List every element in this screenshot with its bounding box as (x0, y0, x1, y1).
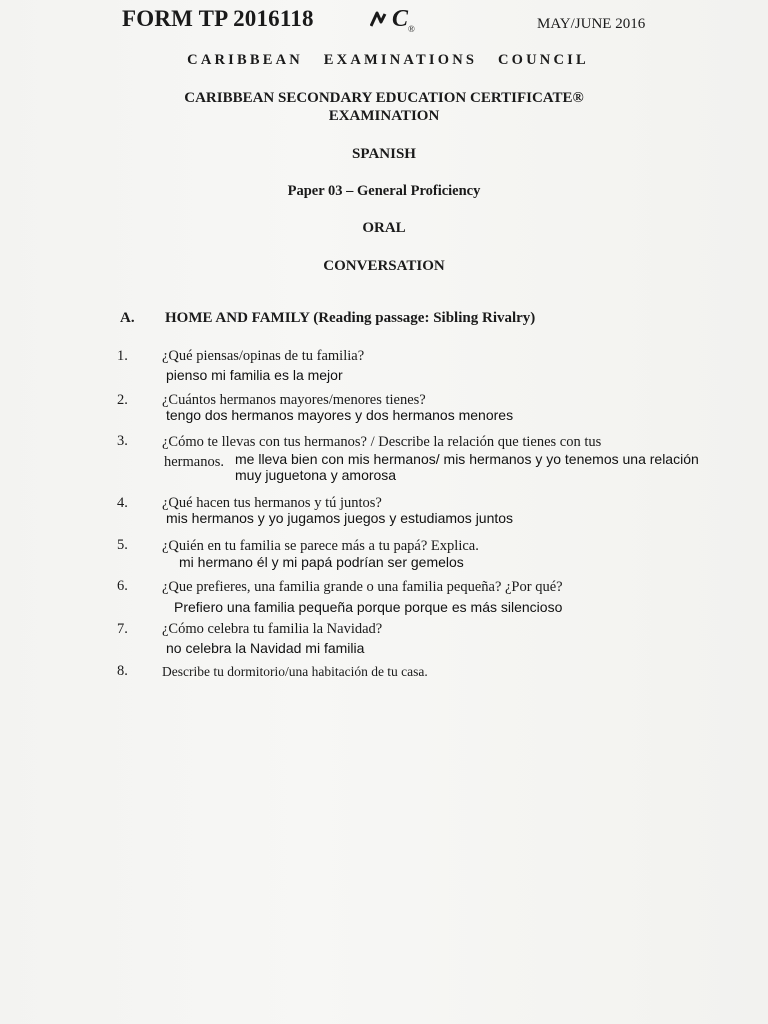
cxc-logo-icon (370, 10, 392, 28)
registered-mark: ® (408, 23, 415, 34)
handwritten-answer: mi hermano él y mi papá podrían ser gemelos (179, 554, 464, 570)
question-number: 3. (117, 433, 128, 449)
question-text: ¿Cómo te llevas con tus hermanos? / Describe la relación que tienes con tus (162, 434, 602, 450)
certificate-line-1: CARIBBEAN SECONDARY EDUCATION CERTIFICATE® (184, 90, 584, 106)
question-text-continued: hermanos. (164, 454, 224, 470)
certificate-title (0, 89, 768, 125)
question-text: Describe tu dormitorio/una habitación de tu casa. (162, 664, 428, 679)
handwritten-answer: Prefiero una familia pequeña porque porque es más silencioso (174, 599, 563, 615)
subject-title: SPANISH (352, 146, 416, 162)
question-text: ¿Cómo celebra tu familia la Navidad? (162, 621, 383, 637)
question-text: ¿Quién en tu familia se parece más a tu papá? Explica. (162, 538, 479, 554)
paper-title: Paper 03 – General Proficiency (287, 183, 481, 199)
handwritten-answer: pienso mi familia es la mejor (166, 367, 343, 383)
logo-letter: C (392, 6, 409, 32)
council-name: CARIBBEAN EXAMINATIONS COUNCIL (187, 52, 589, 68)
section-letter: A. (120, 310, 135, 326)
cxc-logo (370, 6, 415, 34)
question-text: ¿Cuántos hermanos mayores/menores tienes? (162, 392, 426, 408)
question-number: 6. (117, 578, 128, 594)
conversation-heading: CONVERSATION (323, 258, 445, 274)
handwritten-answer: tengo dos hermanos mayores y dos hermanos menores (166, 407, 514, 423)
exam-date: MAY/JUNE 2016 (537, 16, 646, 32)
question-text: ¿Qué piensas/opinas de tu familia? (162, 348, 365, 364)
question-number: 7. (117, 621, 128, 637)
handwritten-answer-continued: muy juguetona y amorosa (235, 467, 397, 483)
handwritten-answer: me lleva bien con mis hermanos/ mis hermanos y yo tenemos una relación (235, 451, 699, 467)
question-number: 4. (117, 495, 128, 511)
handwritten-answer: mis hermanos y yo jugamos juegos y estudiamos juntos (166, 510, 514, 526)
certificate-line-2: EXAMINATION (328, 108, 440, 124)
oral-heading: ORAL (362, 220, 406, 236)
question-text: ¿Qué hacen tus hermanos y tú juntos? (162, 495, 382, 511)
handwritten-answer: no celebra la Navidad mi familia (166, 640, 365, 656)
form-code: FORM TP 2016118 (122, 6, 314, 31)
question-text: ¿Que prefieres, una familia grande o una familia pequeña? ¿Por qué? (162, 579, 563, 595)
question-number: 5. (117, 537, 128, 553)
question-number: 2. (117, 392, 128, 408)
question-number: 8. (117, 663, 128, 679)
section-title: HOME AND FAMILY (Reading passage: Sibling Rivalry) (165, 310, 536, 326)
question-number: 1. (117, 348, 128, 364)
